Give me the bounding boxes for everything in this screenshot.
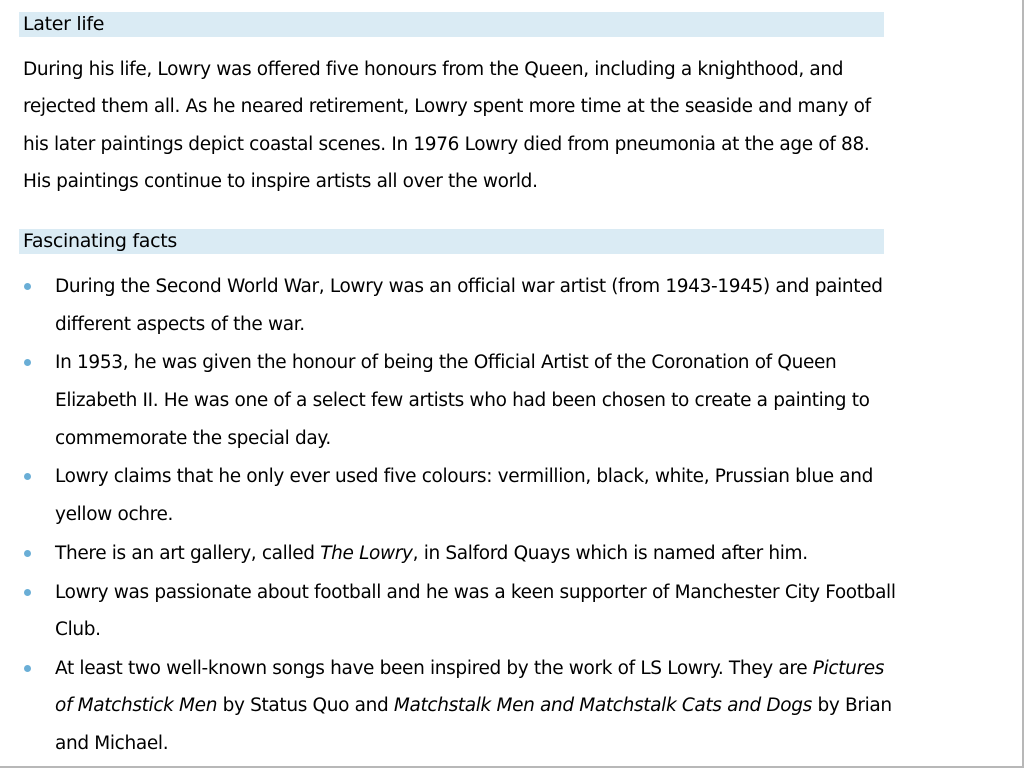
section-heading-fascinating-facts: Fascinating facts bbox=[19, 229, 884, 254]
later-life-paragraph: During his life, Lowry was offered five honours from the Queen, including a knighthood, and rejected them all. As he neared retirement, Lowry spent more time at the seaside and many of his later paintings depict coastal scenes. In 1976 Lowry died from pneumonia at the age of 88. His paintings continue to inspire artists all over the world. bbox=[23, 59, 871, 193]
fact-text-part: by Brian and Michael. bbox=[55, 695, 892, 755]
fact-text-part: At least two well-known songs have been inspired by the work of LS Lowry. They are bbox=[55, 657, 813, 679]
bullet-icon bbox=[24, 550, 31, 557]
list-item bbox=[0, 344, 900, 457]
fact-text-part: There is an art gallery, called bbox=[55, 542, 321, 564]
bullet-icon bbox=[24, 665, 31, 672]
facts-list bbox=[0, 268, 900, 764]
list-item bbox=[0, 574, 900, 649]
bullet-icon bbox=[24, 283, 31, 290]
fact-text: Lowry claims that he only ever used five colours: vermillion, black, white, Prussian blue and yellow ochre. bbox=[55, 466, 874, 525]
gallery-name: The Lowry bbox=[320, 542, 413, 564]
section-heading-later-life: Later life bbox=[19, 12, 884, 37]
bullet-icon bbox=[24, 473, 31, 480]
fact-text-part: , in Salford Quays which is named after him. bbox=[412, 542, 808, 564]
bullet-icon bbox=[24, 359, 31, 366]
fact-text: Lowry was passionate about football and he was a keen supporter of Manchester City Football Club. bbox=[55, 581, 896, 641]
song-title: Matchstalk Men and Matchstalk Cats and Dogs bbox=[393, 695, 812, 717]
fact-text-part: by Status Quo and bbox=[217, 695, 394, 717]
list-item bbox=[0, 458, 900, 533]
fact-text: During the Second World War, Lowry was an official war artist (from 1943-1945) and painted different aspects of the war. bbox=[55, 276, 883, 335]
fact-text: In 1953, he was given the honour of being the Official Artist of the Coronation of Queen Elizabeth II. He was one of a select few artists who had been chosen to create a painting to commemorate the special day. bbox=[55, 352, 870, 449]
fact-text bbox=[55, 650, 900, 763]
list-item bbox=[0, 650, 900, 763]
list-item bbox=[0, 535, 900, 573]
fact-text bbox=[55, 535, 900, 573]
list-item bbox=[0, 268, 900, 343]
song-title: Pictures of Matchstick Men bbox=[55, 657, 885, 717]
bullet-icon bbox=[24, 589, 31, 596]
